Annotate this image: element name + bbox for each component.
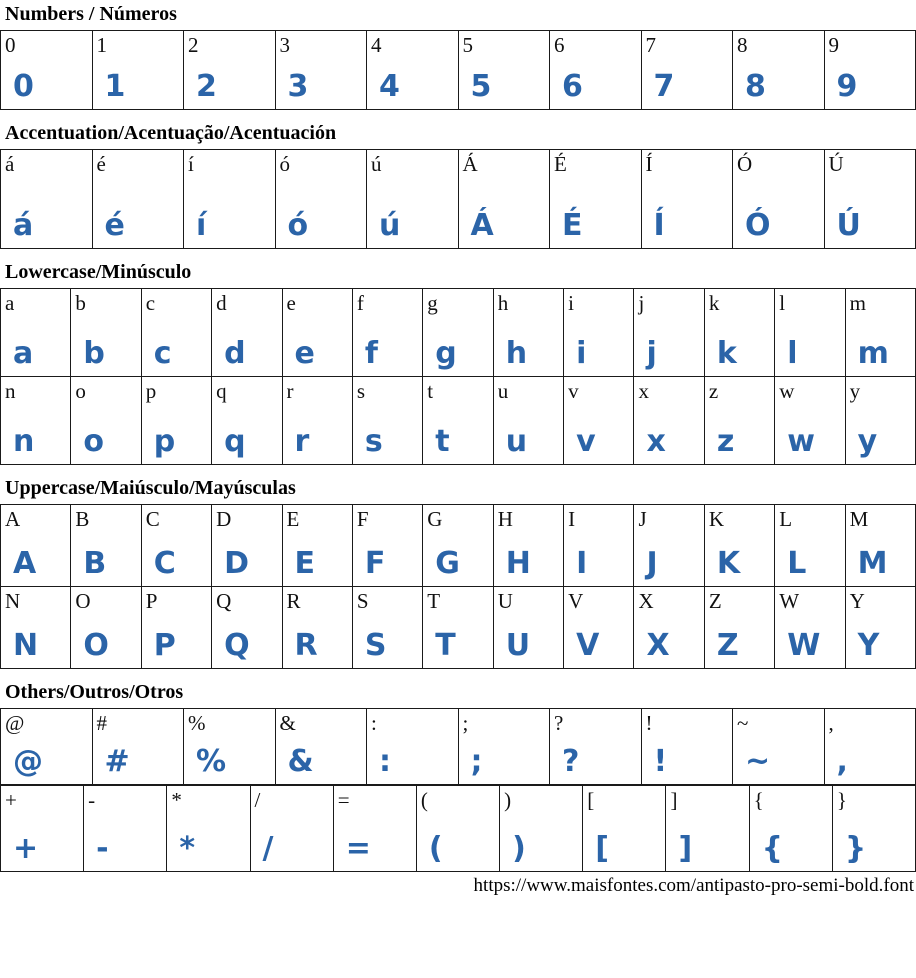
char-label: D (216, 506, 231, 533)
char-cell (212, 505, 282, 587)
char-cell (1, 150, 93, 249)
char-table (0, 708, 916, 785)
char-glyph: Ú (837, 211, 861, 241)
char-cell (642, 709, 734, 785)
char-label: K (709, 506, 724, 533)
char-cell (634, 377, 704, 465)
char-label: U (498, 588, 513, 615)
char-label: s (357, 378, 365, 405)
char-label: y (850, 378, 861, 405)
char-glyph: o (83, 427, 104, 457)
char-glyph: = (346, 834, 371, 864)
char-label: z (709, 378, 718, 405)
char-cell (459, 31, 551, 110)
char-label: v (568, 378, 579, 405)
char-label: o (75, 378, 86, 405)
char-label: É (554, 151, 567, 178)
char-cell (71, 505, 141, 587)
char-glyph: ó (288, 211, 309, 241)
char-label: ~ (737, 710, 748, 737)
char-label: Z (709, 588, 722, 615)
char-label: @ (5, 710, 24, 737)
char-label: m (850, 290, 866, 317)
char-cell (634, 289, 704, 377)
char-label: r (287, 378, 294, 405)
char-cell (564, 377, 634, 465)
char-glyph: d (224, 339, 245, 369)
char-cell (353, 377, 423, 465)
char-glyph: @ (13, 747, 43, 777)
char-label: k (709, 290, 720, 317)
char-label: H (498, 506, 513, 533)
char-label: X (638, 588, 653, 615)
char-cell (71, 587, 141, 669)
char-glyph: y (858, 427, 878, 457)
char-label: L (779, 506, 792, 533)
char-glyph: [ (595, 834, 609, 864)
char-cell (212, 587, 282, 669)
char-label: x (638, 378, 649, 405)
char-glyph: C (154, 549, 176, 579)
char-cell (212, 377, 282, 465)
char-glyph: } (845, 834, 866, 864)
section-accentuation (0, 122, 916, 249)
char-label: 2 (188, 32, 199, 59)
char-glyph: T (435, 631, 455, 661)
char-label: - (88, 787, 95, 814)
char-cell (705, 587, 775, 669)
char-cell (423, 587, 493, 669)
char-label: R (287, 588, 301, 615)
section-heading-uppercase: Uppercase/Maiúsculo/Mayúsculas (5, 477, 916, 500)
char-glyph: 7 (654, 72, 675, 102)
char-glyph: 8 (745, 72, 766, 102)
char-label: g (427, 290, 438, 317)
char-cell (334, 786, 417, 872)
char-label: P (146, 588, 158, 615)
char-glyph: ? (562, 747, 579, 777)
char-cell (184, 150, 276, 249)
char-glyph: L (787, 549, 806, 579)
font-specimen-page (0, 3, 916, 898)
char-label: ) (504, 787, 511, 814)
char-cell (93, 31, 185, 110)
char-label: { (754, 787, 764, 814)
footer-url: https://www.maisfontes.com/antipasto-pro-semi-bold.font (0, 875, 916, 898)
char-glyph: O (83, 631, 109, 661)
char-glyph: u (506, 427, 527, 457)
char-glyph: S (365, 631, 387, 661)
char-glyph: i (576, 339, 586, 369)
char-label: 4 (371, 32, 382, 59)
char-table (0, 149, 916, 249)
char-label: 9 (829, 32, 840, 59)
char-cell (846, 587, 916, 669)
char-glyph: I (576, 549, 587, 579)
char-glyph: 6 (562, 72, 583, 102)
char-glyph: Ó (745, 211, 771, 241)
char-label: w (779, 378, 794, 405)
char-glyph: 4 (379, 72, 400, 102)
char-cell (1, 587, 71, 669)
char-glyph: Q (224, 631, 250, 661)
section-numbers (0, 3, 916, 110)
char-label: + (5, 787, 17, 814)
char-cell (750, 786, 833, 872)
char-glyph: X (646, 631, 669, 661)
char-label: # (97, 710, 108, 737)
char-label: q (216, 378, 227, 405)
char-glyph: Á (471, 211, 494, 241)
char-cell (733, 150, 825, 249)
char-glyph: E (295, 549, 316, 579)
char-label: Ó (737, 151, 752, 178)
char-cell (251, 786, 334, 872)
char-glyph: H (506, 549, 531, 579)
char-cell (353, 289, 423, 377)
char-glyph: v (576, 427, 596, 457)
char-cell (93, 709, 185, 785)
char-label: Í (646, 151, 653, 178)
char-cell (494, 289, 564, 377)
char-cell (276, 709, 368, 785)
char-label: j (638, 290, 644, 317)
char-cell (142, 377, 212, 465)
char-label: ( (421, 787, 428, 814)
char-cell (142, 289, 212, 377)
char-label: é (97, 151, 106, 178)
char-glyph: s (365, 427, 383, 457)
char-cell (84, 786, 167, 872)
char-glyph: ! (654, 747, 668, 777)
char-label: 3 (280, 32, 291, 59)
char-cell (642, 31, 734, 110)
char-cell (184, 31, 276, 110)
char-label: Á (463, 151, 478, 178)
char-cell (494, 587, 564, 669)
char-glyph: # (105, 747, 130, 777)
char-cell (423, 505, 493, 587)
char-glyph: g (435, 339, 456, 369)
char-label: N (5, 588, 20, 615)
char-table (0, 288, 916, 465)
char-label: ; (463, 710, 469, 737)
char-cell (353, 505, 423, 587)
char-cell (1, 377, 71, 465)
char-label: } (837, 787, 847, 814)
char-cell (705, 377, 775, 465)
char-label: n (5, 378, 16, 405)
char-glyph: N (13, 631, 38, 661)
char-cell (417, 786, 500, 872)
char-label: e (287, 290, 296, 317)
char-cell (1, 709, 93, 785)
char-cell (1, 31, 93, 110)
char-glyph: % (196, 747, 226, 777)
char-glyph: É (562, 211, 583, 241)
char-cell (283, 505, 353, 587)
char-cell (1, 289, 71, 377)
char-cell (634, 505, 704, 587)
char-cell (733, 709, 825, 785)
char-cell (634, 587, 704, 669)
char-label: % (188, 710, 206, 737)
char-glyph: M (858, 549, 888, 579)
char-cell (367, 709, 459, 785)
char-glyph: & (288, 747, 314, 777)
char-label: I (568, 506, 575, 533)
char-glyph: ( (429, 834, 443, 864)
char-glyph: U (506, 631, 530, 661)
char-cell (775, 587, 845, 669)
char-cell (353, 587, 423, 669)
char-cell (367, 150, 459, 249)
char-label: : (371, 710, 377, 737)
section-uppercase (0, 477, 916, 669)
char-label: ! (646, 710, 653, 737)
char-label: [ (587, 787, 594, 814)
char-cell (825, 31, 916, 110)
char-label: G (427, 506, 442, 533)
char-glyph: b (83, 339, 104, 369)
section-heading-numbers: Numbers / Números (5, 3, 916, 26)
char-table (0, 504, 916, 669)
char-label: Ú (829, 151, 844, 178)
char-cell (423, 377, 493, 465)
char-label: ] (670, 787, 677, 814)
char-label: A (5, 506, 20, 533)
char-glyph: é (105, 211, 125, 241)
char-label: , (829, 710, 834, 737)
char-glyph: 5 (471, 72, 492, 102)
char-glyph: ; (471, 747, 483, 777)
char-glyph: V (576, 631, 599, 661)
char-glyph: J (646, 549, 657, 579)
char-glyph: { (762, 834, 783, 864)
char-label: C (146, 506, 160, 533)
char-cell (550, 31, 642, 110)
char-label: Q (216, 588, 231, 615)
char-cell (550, 150, 642, 249)
section-heading-others: Others/Outros/Otros (5, 681, 916, 704)
char-glyph: Í (654, 211, 665, 241)
char-glyph: ) (512, 834, 526, 864)
char-label: ó (280, 151, 291, 178)
char-label: Y (850, 588, 865, 615)
char-label: b (75, 290, 86, 317)
char-label: O (75, 588, 90, 615)
char-cell (500, 786, 583, 872)
char-glyph: e (295, 339, 315, 369)
char-label: ú (371, 151, 382, 178)
char-cell (71, 377, 141, 465)
char-glyph: - (96, 834, 108, 864)
char-cell (283, 587, 353, 669)
char-cell (825, 709, 916, 785)
char-label: 1 (97, 32, 108, 59)
char-cell (583, 786, 666, 872)
char-cell (705, 289, 775, 377)
char-glyph: G (435, 549, 460, 579)
char-glyph: 1 (105, 72, 126, 102)
char-glyph: h (506, 339, 527, 369)
char-glyph: W (787, 631, 820, 661)
char-glyph: P (154, 631, 176, 661)
char-label: t (427, 378, 433, 405)
char-cell (846, 377, 916, 465)
char-glyph: á (13, 211, 33, 241)
char-glyph: , (837, 747, 848, 777)
char-cell (846, 289, 916, 377)
char-cell (367, 31, 459, 110)
char-glyph: F (365, 549, 386, 579)
char-label: i (568, 290, 574, 317)
char-cell (494, 377, 564, 465)
char-cell (825, 150, 916, 249)
char-label: í (188, 151, 194, 178)
char-label: B (75, 506, 89, 533)
char-glyph: p (154, 427, 175, 457)
char-cell (212, 289, 282, 377)
char-cell (71, 289, 141, 377)
char-cell (550, 709, 642, 785)
char-glyph: / (263, 834, 274, 864)
char-cell (494, 505, 564, 587)
char-glyph: í (196, 211, 206, 241)
char-label: & (280, 710, 296, 737)
char-glyph: q (224, 427, 245, 457)
char-glyph: t (435, 427, 449, 457)
char-glyph: r (295, 427, 310, 457)
char-glyph: z (717, 427, 734, 457)
char-glyph: a (13, 339, 33, 369)
char-table (0, 785, 916, 872)
char-glyph: k (717, 339, 737, 369)
char-glyph: ] (678, 834, 692, 864)
char-cell (564, 587, 634, 669)
char-glyph: f (365, 339, 378, 369)
char-glyph: w (787, 427, 815, 457)
section-heading-accentuation: Accentuation/Acentuação/Acentuación (5, 122, 916, 145)
char-glyph: R (295, 631, 318, 661)
char-label: h (498, 290, 509, 317)
char-label: F (357, 506, 369, 533)
char-label: ? (554, 710, 563, 737)
section-lowercase (0, 261, 916, 465)
char-cell (93, 150, 185, 249)
char-cell (564, 289, 634, 377)
char-glyph: B (83, 549, 106, 579)
char-label: c (146, 290, 155, 317)
char-label: 8 (737, 32, 748, 59)
char-glyph: Y (858, 631, 880, 661)
char-label: p (146, 378, 157, 405)
char-label: V (568, 588, 583, 615)
char-cell (705, 505, 775, 587)
char-glyph: * (179, 834, 195, 864)
char-glyph: K (717, 549, 740, 579)
char-table (0, 30, 916, 110)
char-glyph: 9 (837, 72, 858, 102)
char-cell (666, 786, 749, 872)
char-glyph: ~ (745, 747, 770, 777)
char-glyph: + (13, 834, 38, 864)
char-glyph: 2 (196, 72, 217, 102)
char-glyph: j (646, 339, 656, 369)
char-glyph: n (13, 427, 34, 457)
char-cell (459, 150, 551, 249)
char-label: = (338, 787, 350, 814)
char-label: 7 (646, 32, 657, 59)
char-cell (184, 709, 276, 785)
char-cell (276, 150, 368, 249)
section-others (0, 681, 916, 872)
char-label: u (498, 378, 509, 405)
char-glyph: Z (717, 631, 739, 661)
char-cell (846, 505, 916, 587)
char-glyph: x (646, 427, 665, 457)
char-cell (1, 505, 71, 587)
char-label: * (171, 787, 182, 814)
char-glyph: m (858, 339, 889, 369)
char-cell (283, 289, 353, 377)
char-label: S (357, 588, 369, 615)
char-cell (775, 505, 845, 587)
char-label: 5 (463, 32, 474, 59)
char-glyph: ú (379, 211, 400, 241)
char-cell (276, 31, 368, 110)
char-cell (459, 709, 551, 785)
char-cell (423, 289, 493, 377)
char-label: E (287, 506, 300, 533)
char-label: T (427, 588, 440, 615)
char-cell (833, 786, 916, 872)
char-glyph: 3 (288, 72, 309, 102)
char-label: 0 (5, 32, 16, 59)
char-label: / (255, 787, 261, 814)
char-label: l (779, 290, 785, 317)
char-label: W (779, 588, 799, 615)
char-label: M (850, 506, 869, 533)
char-cell (142, 587, 212, 669)
char-cell (733, 31, 825, 110)
section-heading-lowercase: Lowercase/Minúsculo (5, 261, 916, 284)
char-cell (142, 505, 212, 587)
char-cell (1, 786, 84, 872)
char-cell (283, 377, 353, 465)
char-cell (564, 505, 634, 587)
char-glyph: : (379, 747, 391, 777)
char-glyph: c (154, 339, 172, 369)
char-label: J (638, 506, 646, 533)
char-glyph: A (13, 549, 36, 579)
char-glyph: 0 (13, 72, 34, 102)
char-label: a (5, 290, 14, 317)
char-label: f (357, 290, 364, 317)
char-cell (775, 377, 845, 465)
char-glyph: l (787, 339, 797, 369)
char-label: d (216, 290, 227, 317)
char-cell (775, 289, 845, 377)
char-glyph: D (224, 549, 249, 579)
char-label: 6 (554, 32, 565, 59)
char-label: á (5, 151, 14, 178)
char-cell (642, 150, 734, 249)
char-cell (167, 786, 250, 872)
